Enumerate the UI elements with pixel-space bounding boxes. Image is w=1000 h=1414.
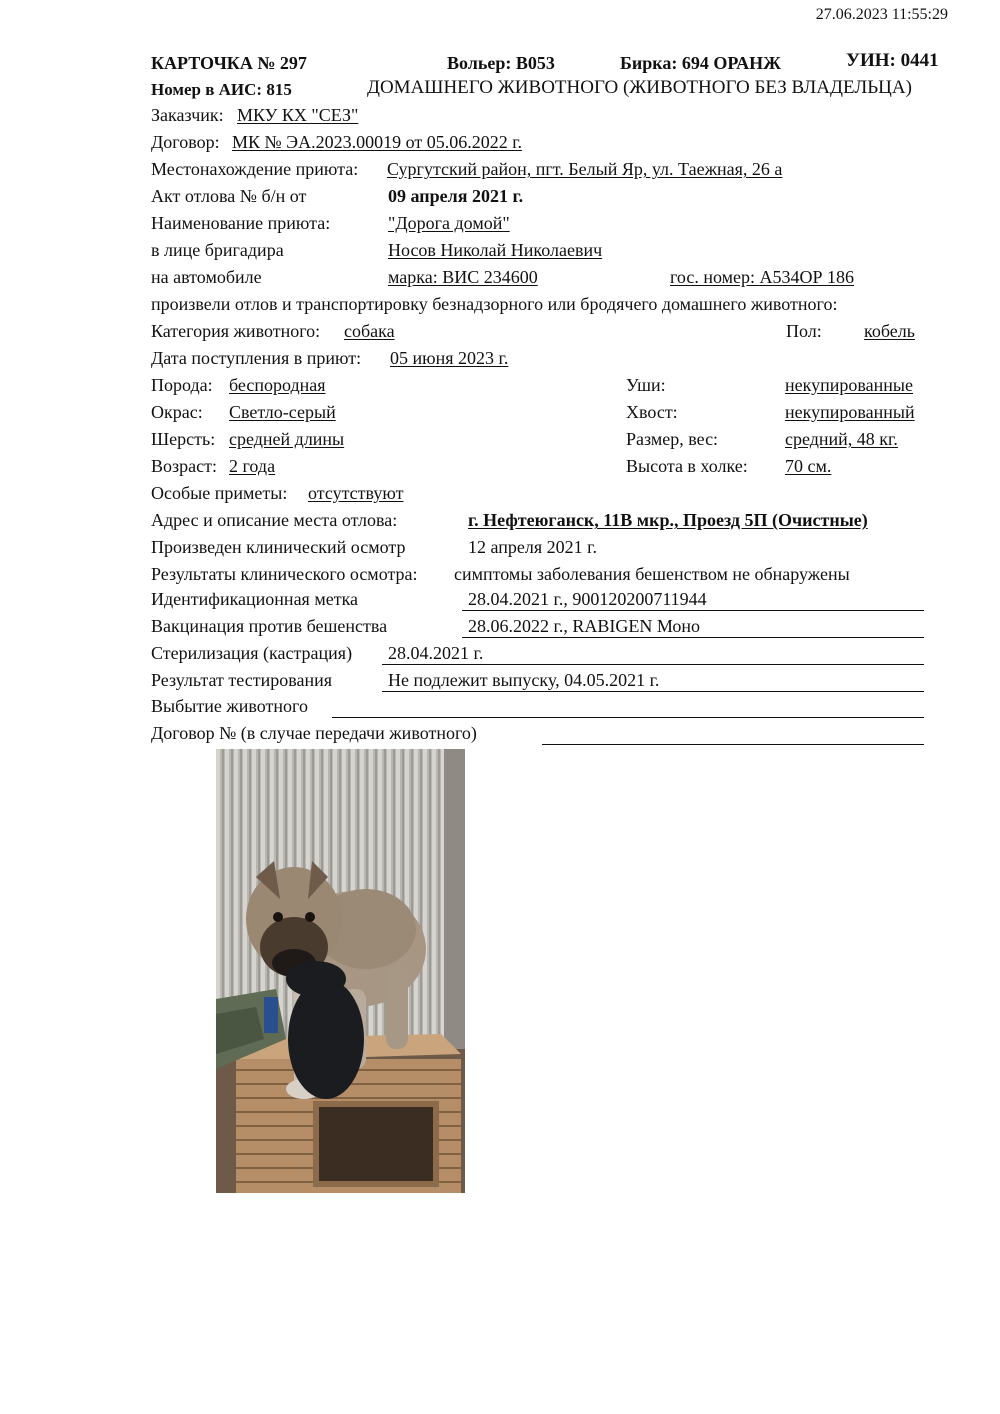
size-label: Размер, вес: — [626, 429, 719, 449]
location-value: Сургутский район, пгт. Белый Яр, ул. Таежная, 26 а — [387, 159, 783, 179]
shelter-name-label: Наименование приюта: — [151, 213, 331, 233]
coat-value: средней длины — [229, 429, 345, 449]
card-title: ДОМАШНЕГО ЖИВОТНОГО (ЖИВОТНОГО БЕЗ ВЛАДЕЛЬЦА) — [367, 77, 912, 98]
sterilization-rule — [382, 664, 924, 665]
vehicle-plate: гос. номер: А534ОР 186 — [670, 267, 855, 287]
location-label: Местонахождение приюта: — [151, 159, 359, 179]
id-mark-rule — [462, 610, 924, 611]
animal-photo — [216, 749, 465, 1193]
departure-rule — [332, 717, 924, 718]
contract-label: Договор: — [151, 132, 220, 152]
sterilization-label: Стерилизация (кастрация) — [151, 643, 353, 663]
age-label: Возраст: — [151, 456, 217, 476]
exam-result-label: Результаты клинического осмотра: — [151, 564, 418, 584]
exam-result-value: симптомы заболевания бешенством не обнаружены — [454, 564, 850, 584]
tail-value: некупированный — [785, 402, 915, 422]
height-value: 70 см. — [785, 456, 832, 476]
color-value: Светло-серый — [229, 402, 336, 422]
capture-act-label: Акт отлова № б/н от — [151, 186, 307, 206]
vehicle-brand: марка: ВИС 234600 — [388, 267, 538, 287]
vaccination-value: 28.06.2022 г., RABIGEN Моно — [468, 616, 701, 636]
capture-address-value: г. Нефтеюганск, 11В мкр., Проезд 5П (Очистные) — [468, 510, 868, 530]
coat-label: Шерсть: — [151, 429, 216, 449]
age-value: 2 года — [229, 456, 276, 476]
transfer-contract-label: Договор № (в случае передачи животного) — [151, 723, 477, 743]
marks-label: Особые приметы: — [151, 483, 288, 503]
marks-value: отсутствуют — [308, 483, 404, 503]
breed-label: Порода: — [151, 375, 213, 395]
test-result-rule — [382, 691, 924, 692]
ais-number: Номер в АИС: 815 — [151, 80, 292, 99]
height-label: Высота в холке: — [626, 456, 748, 476]
customer-label: Заказчик: — [151, 105, 224, 125]
vehicle-label: на автомобиле — [151, 267, 262, 287]
arrival-label: Дата поступления в приют: — [151, 348, 362, 368]
id-mark-value: 28.04.2021 г., 900120200711944 — [468, 589, 707, 609]
capture-act-date: 09 апреля 2021 г. — [388, 186, 524, 206]
breed-value: беспородная — [229, 375, 326, 395]
transfer-contract-rule — [542, 744, 924, 745]
foreman-value: Носов Николай Николаевич — [388, 240, 603, 260]
ears-value: некупированные — [785, 375, 913, 395]
sex-label: Пол: — [786, 321, 822, 341]
departure-label: Выбытие животного — [151, 696, 308, 716]
category-value: собака — [344, 321, 395, 341]
enclosure-number: Вольер: В053 — [447, 53, 555, 73]
tail-label: Хвост: — [626, 402, 678, 422]
contract-value: МК № ЭА.2023.00019 от 05.06.2022 г. — [232, 132, 523, 152]
arrival-value: 05 июня 2023 г. — [390, 348, 509, 368]
test-result-label: Результат тестирования — [151, 670, 332, 690]
foreman-label: в лице бригадира — [151, 240, 284, 260]
customer-value: МКУ КХ "СЕЗ" — [237, 105, 359, 125]
color-label: Окрас: — [151, 402, 203, 422]
shelter-name-value: "Дорога домой" — [388, 213, 510, 233]
exam-value: 12 апреля 2021 г. — [468, 537, 597, 557]
category-label: Категория животного: — [151, 321, 321, 341]
sterilization-value: 28.04.2021 г. — [388, 643, 484, 663]
statement-text: произвели отлов и транспортировку безнадзорного или бродячего домашнего животного: — [151, 294, 838, 314]
capture-address-label: Адрес и описание места отлова: — [151, 510, 398, 530]
test-result-value: Не подлежит выпуску, 04.05.2021 г. — [388, 670, 660, 690]
ears-label: Уши: — [626, 375, 666, 395]
tag-number: Бирка: 694 ОРАНЖ — [620, 53, 781, 73]
vaccination-rule — [462, 637, 924, 638]
id-mark-label: Идентификационная метка — [151, 589, 359, 609]
vaccination-label: Вакцинация против бешенства — [151, 616, 388, 636]
uin-number: УИН: 0441 — [846, 50, 939, 71]
print-timestamp: 27.06.2023 11:55:29 — [815, 6, 948, 23]
size-value: средний, 48 кг. — [785, 429, 898, 449]
sex-value: кобель — [864, 321, 915, 341]
card-number: КАРТОЧКА № 297 — [151, 53, 307, 73]
exam-label: Произведен клинический осмотр — [151, 537, 406, 557]
